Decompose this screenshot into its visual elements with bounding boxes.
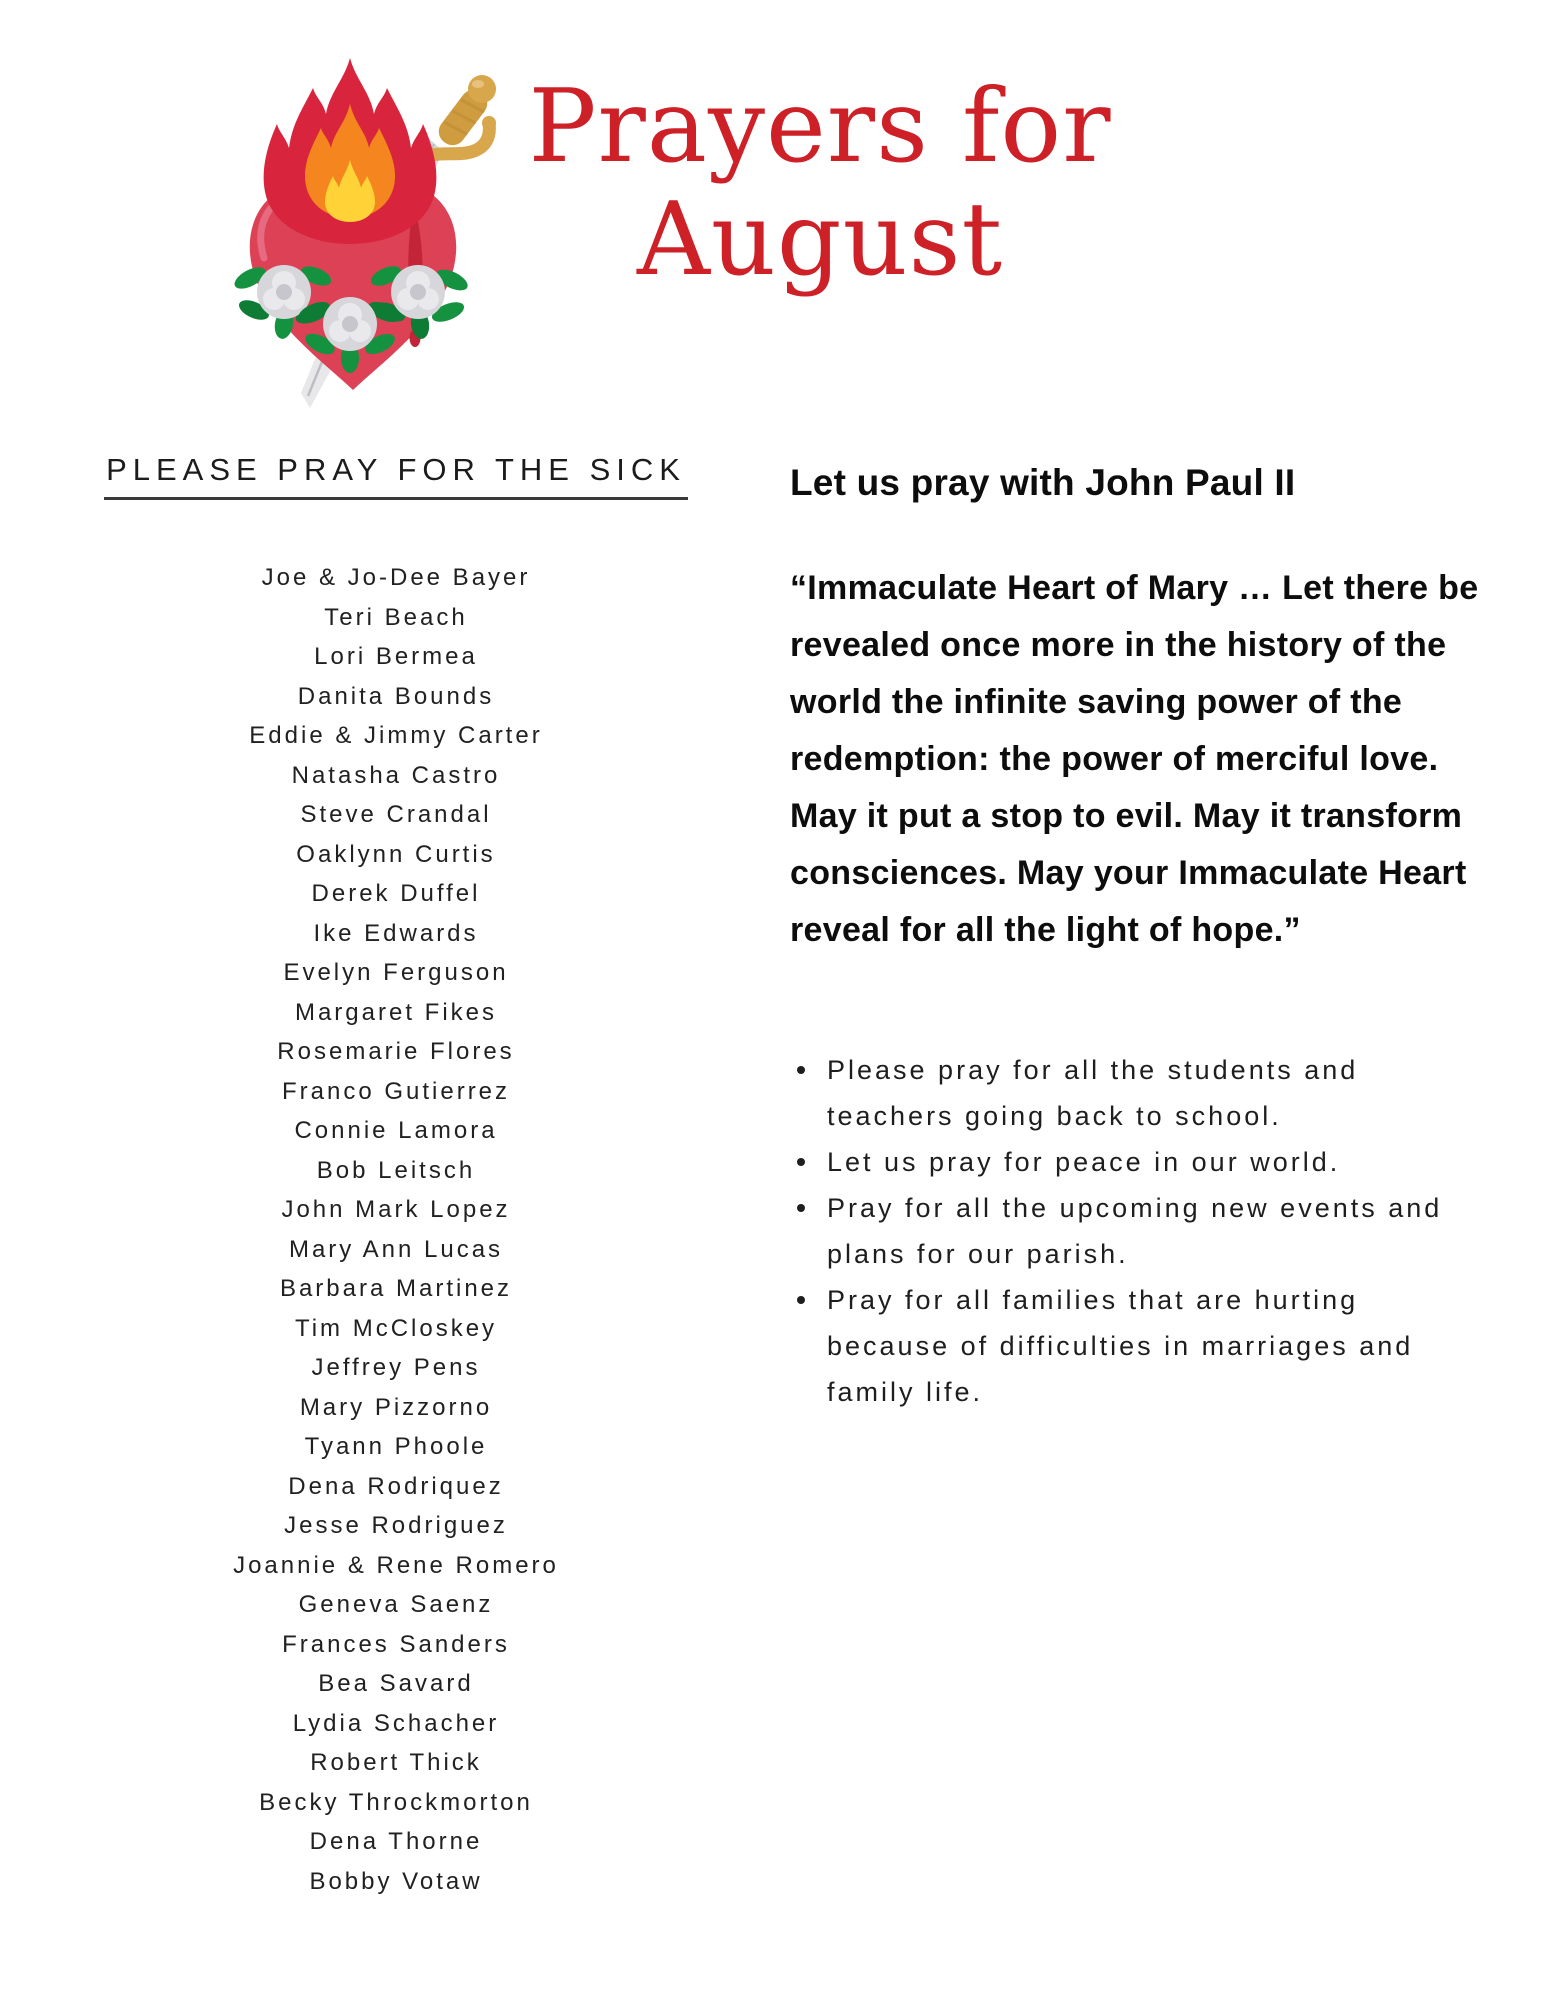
sick-name: Becky Throckmorton [259,1788,533,1816]
sick-list-heading: PLEASE PRAY FOR THE SICK [104,452,688,500]
intention-text: Let us pray for peace in our world. [827,1147,1341,1177]
sick-name: Derek Duffel [311,880,481,907]
intention-text: Pray for all families that are hurting because of difficulties in marriages and family life. [827,1285,1414,1407]
sick-name: Evelyn Ferguson [283,959,509,986]
intention-text: Pray for all the upcoming new events and plans for our parish. [827,1193,1443,1269]
sick-names-list [68,558,724,1901]
intentions-list [790,1047,1450,1415]
sick-name: Natasha Castro [291,761,501,789]
sick-name: Frances Sanders [282,1630,510,1658]
sick-name: Connie Lamora [294,1117,498,1144]
sick-name: Eddie & Jimmy Carter [249,722,543,749]
sick-name: Geneva Saenz [298,1591,494,1618]
sick-name: Teri Beach [324,603,468,631]
bullet-icon [797,1158,805,1166]
page-title-line1: Prayers for [528,67,1112,185]
sick-name: Barbara Martinez [279,1275,513,1302]
page-title [510,67,1130,299]
sick-name: Lori Bermea [314,643,478,670]
bullet-icon [797,1296,805,1304]
intention-item [790,1047,1450,1139]
prayer-quote: “Immaculate Heart of Mary … Let there be revealed once more in the history of the world the infinite saving power of the redemption: the power of merciful love. May it put a stop to evil. May it transform consciences. May your Immaculate Heart reveal for all the light of hope.” [790,569,1479,949]
sick-name: Franco Gutierrez [281,1077,511,1105]
sick-name: Dena Thorne [309,1828,483,1855]
sick-name: Tyann Phoole [304,1433,488,1460]
bullet-icon [797,1066,805,1074]
sick-name: Bob Leitsch [316,1156,476,1184]
prayer-section [790,452,1502,1415]
intention-item [790,1139,1450,1185]
sick-name: Margaret Fikes [294,998,498,1026]
sick-name: Bea Savard [318,1670,474,1697]
sick-name: Rosemarie Flores [277,1038,515,1065]
sick-name: Ike Edwards [313,919,479,947]
sick-name: Bobby Votaw [309,1867,483,1895]
sick-name: Lydia Schacher [292,1709,500,1737]
sick-name: John Mark Lopez [281,1196,511,1223]
sick-name: Joe & Jo-Dee Bayer [261,564,531,591]
sick-name: Danita Bounds [297,682,495,710]
sick-name: Mary Ann Lucas [288,1235,504,1263]
intention-text: Please pray for all the students and teachers going back to school. [827,1055,1359,1131]
sick-name: Mary Pizzorno [299,1393,493,1421]
sick-name: Oaklynn Curtis [296,840,496,868]
intention-item [790,1185,1450,1277]
flame-icon [264,58,437,244]
sick-name: Dena Rodriquez [288,1472,504,1500]
page-title-line2: August [636,180,1004,299]
intention-item [790,1277,1450,1415]
immaculate-heart-icon [198,52,508,412]
sick-name: Robert Thick [310,1749,482,1776]
sick-list-section [68,452,724,1901]
prayer-heading: Let us pray with John Paul II [790,462,1296,503]
sick-name: Jesse Rodriguez [284,1512,508,1539]
bullet-icon [797,1204,805,1212]
sick-name: Tim McCloskey [294,1314,498,1342]
sick-name: Jeffrey Pens [311,1354,481,1381]
sick-name: Joannie & Rene Romero [233,1551,559,1579]
sick-name: Steve Crandal [300,801,492,828]
